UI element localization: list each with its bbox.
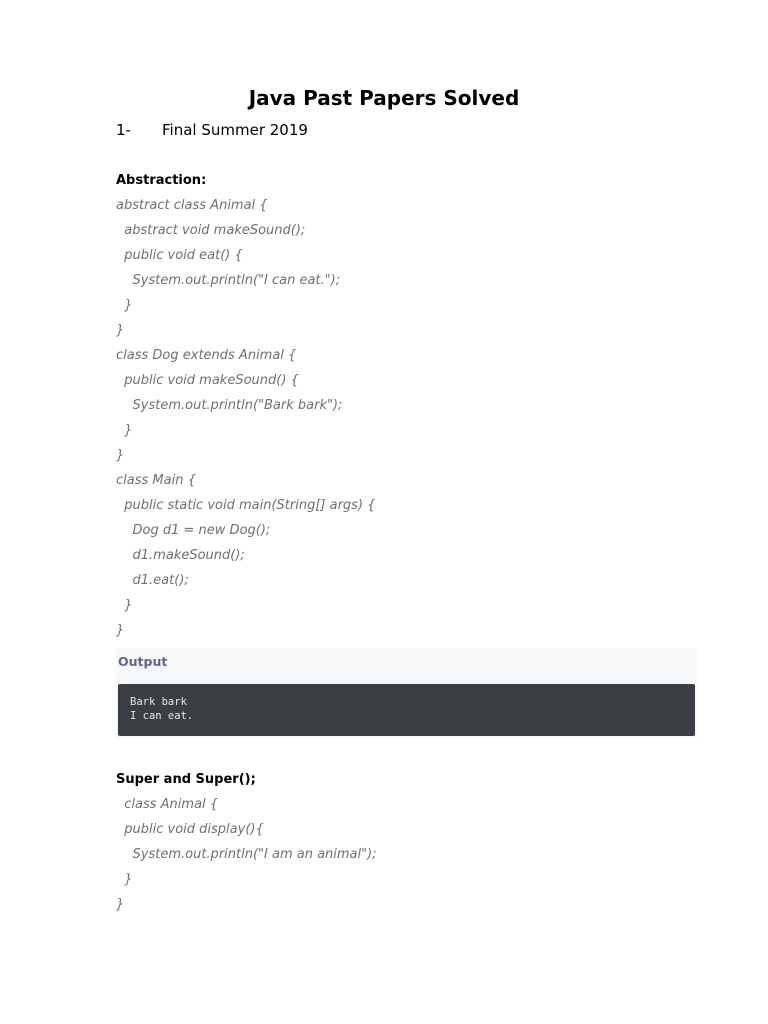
code-line: class Main { bbox=[116, 473, 196, 488]
super-code-block bbox=[116, 792, 377, 917]
code-line: } bbox=[116, 598, 133, 613]
code-line: } bbox=[116, 298, 133, 313]
code-line: class Dog extends Animal { bbox=[116, 348, 297, 363]
code-line: } bbox=[116, 872, 133, 887]
section-number: 1- bbox=[116, 121, 131, 139]
output-panel bbox=[116, 648, 698, 738]
code-line: Dog d1 = new Dog(); bbox=[116, 523, 271, 538]
code-line: } bbox=[116, 448, 125, 463]
abstraction-code-block bbox=[116, 193, 375, 643]
code-line: } bbox=[116, 623, 125, 638]
code-line: d1.eat(); bbox=[116, 573, 189, 588]
code-line: } bbox=[116, 897, 125, 912]
console-line: I can eat. bbox=[130, 710, 194, 722]
code-line: abstract class Animal { bbox=[116, 198, 268, 213]
code-line: public static void main(String[] args) { bbox=[116, 498, 376, 513]
abstraction-heading: Abstraction: bbox=[116, 173, 207, 188]
code-line: System.out.println("I am an animal"); bbox=[116, 847, 377, 862]
code-line: public void eat() { bbox=[116, 248, 243, 263]
output-console bbox=[118, 684, 695, 736]
output-label: Output bbox=[118, 654, 168, 669]
section-label: Final Summer 2019 bbox=[162, 121, 308, 139]
code-line: } bbox=[116, 323, 125, 338]
code-line: public void display(){ bbox=[116, 822, 264, 837]
super-heading: Super and Super(); bbox=[116, 772, 256, 787]
section-heading bbox=[116, 121, 308, 139]
code-line: } bbox=[116, 423, 133, 438]
code-line: class Animal { bbox=[116, 797, 219, 812]
code-line: abstract void makeSound(); bbox=[116, 223, 306, 238]
code-line: System.out.println("I can eat."); bbox=[116, 273, 341, 288]
console-line: Bark bark bbox=[130, 696, 187, 708]
code-line: d1.makeSound(); bbox=[116, 548, 245, 563]
code-line: System.out.println("Bark bark"); bbox=[116, 398, 343, 413]
document-title: Java Past Papers Solved bbox=[248, 86, 520, 110]
code-line: public void makeSound() { bbox=[116, 373, 299, 388]
